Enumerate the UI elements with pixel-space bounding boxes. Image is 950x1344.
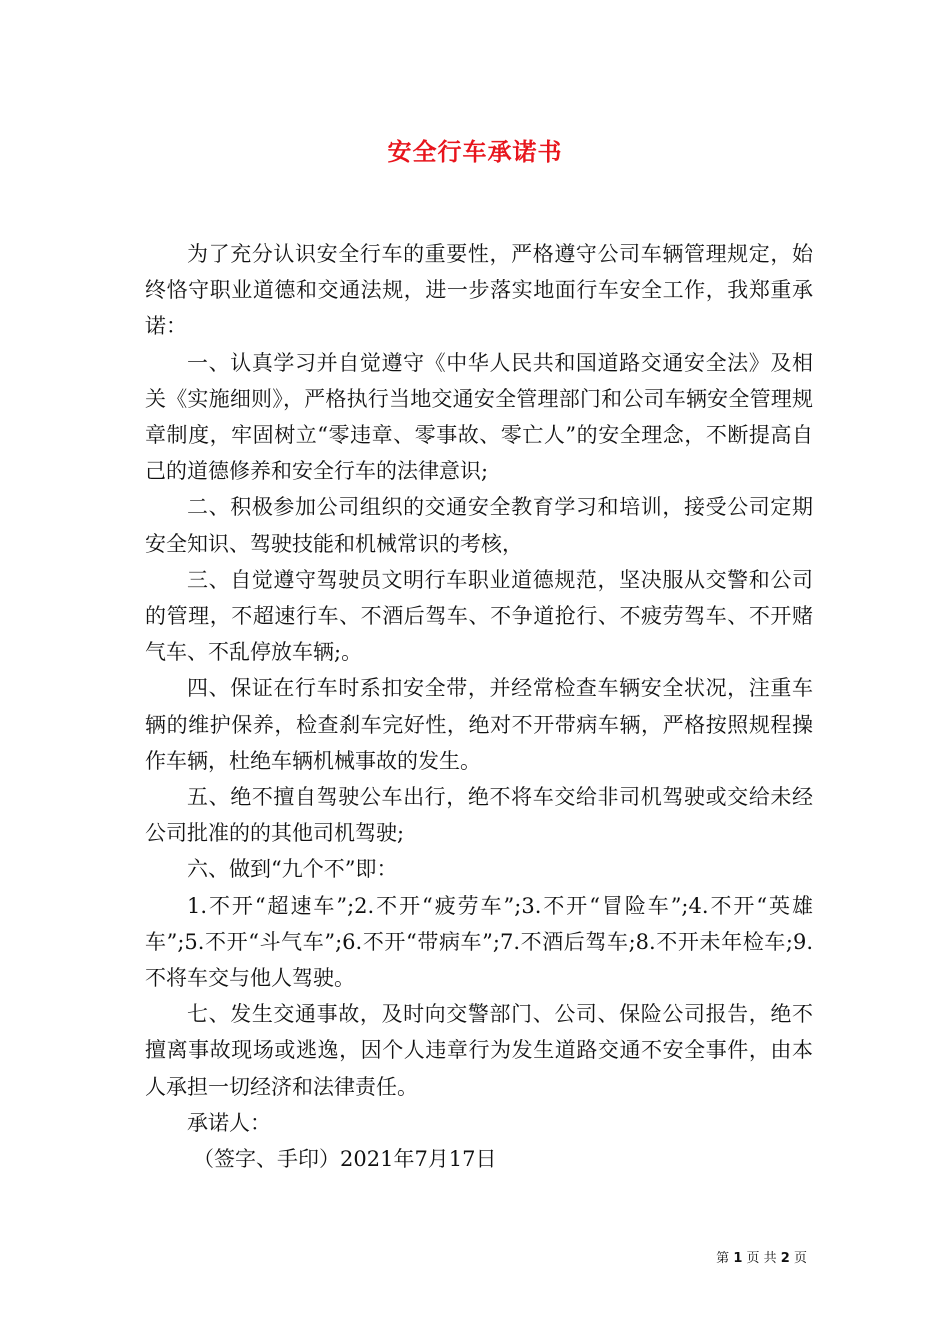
footer-total-pages: 2 — [780, 1251, 790, 1266]
pledge-item-5: 五、绝不擅自驾驶公车出行，绝不将车交给非司机驾驶或交给未经公司批准的的其他司机驾驶; — [145, 785, 813, 846]
footer-suffix: 页 — [793, 1251, 807, 1266]
nine-rules-list: 1.不开“超速车”;2.不开“疲劳车”;3.不开“冒险车”;4.不开“英雄车”;5.不开“斗气车”;6.不开“带病车”;7.不酒后驾车;8.不开未年检车;9.不将车交与他人驾驶。 — [145, 893, 813, 991]
pledge-item-6: 六、做到“九个不”即： — [187, 857, 398, 882]
document-title: 安全行车承诺书 — [387, 137, 563, 166]
footer-middle: 页 共 — [746, 1251, 777, 1266]
signature-date-line: （签字、手印）2021年7月17日 — [193, 1147, 497, 1172]
pledge-item-2: 二、积极参加公司组织的交通安全教育学习和培训，接受公司定期安全知识、驾驶技能和机械常识的考核， — [145, 495, 813, 556]
intro-paragraph: 为了充分认识安全行车的重要性，严格遵守公司车辆管理规定，始终恪守职业道德和交通法规，进一步落实地面行车安全工作，我郑重承诺： — [145, 242, 813, 339]
footer-current-page: 1 — [733, 1251, 743, 1266]
pledge-item-7: 七、发生交通事故，及时向交警部门、公司、保险公司报告，绝不擅离事故现场或逃逸，因个人违章行为发生道路交通不安全事件，由本人承担一切经济和法律责任。 — [145, 1002, 813, 1099]
pledge-item-3: 三、自觉遵守驾驶员文明行车职业道德规范，坚决服从交警和公司的管理，不超速行车、不酒后驾车、不争道抢行、不疲劳驾车、不开赌气车、不乱停放车辆;。 — [145, 567, 813, 665]
footer-prefix: 第 — [716, 1251, 730, 1266]
signer-label: 承诺人： — [187, 1110, 271, 1135]
pledge-item-1: 一、认真学习并自觉遵守《中华人民共和国道路交通安全法》及相关《实施细则》，严格执行当地交通安全管理部门和公司车辆安全管理规章制度，牢固树立“零违章、零事故、零亡人”的安全理念，不断提高自己的道德修养和安全行车的法律意识; — [145, 350, 813, 484]
document-body — [145, 236, 813, 1177]
pledge-item-4: 四、保证在行车时系扣安全带，并经常检查车辆安全状况，注重车辆的维护保养，检查刹车完好性，绝对不开带病车辆，严格按照规程操作车辆，杜绝车辆机械事故的发生。 — [145, 676, 813, 773]
page-footer — [716, 1247, 807, 1266]
